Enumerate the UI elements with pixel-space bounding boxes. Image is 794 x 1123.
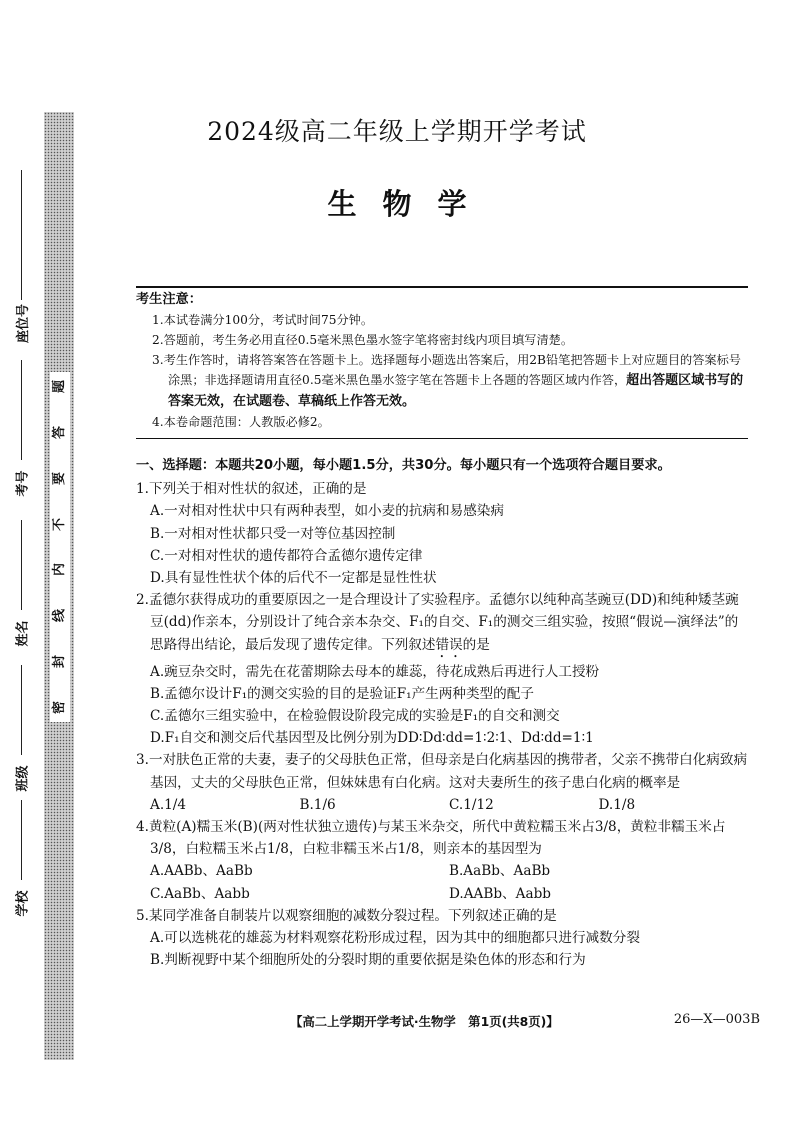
option: A.1/4 <box>150 796 187 813</box>
seal-char: 封 <box>52 655 68 669</box>
option: D.具有显性性状个体的后代不一定都是显性性状 <box>150 570 437 587</box>
emphasis-word: 错误 <box>435 636 463 653</box>
question-stem: 3.一对肤色正常的夫妻，妻子的父母肤色正常，但母亲是白化病基因的携带者，父亲不携带白化病致病基因，丈夫的父母肤色正常，但妹妹患有白化病。这对夫妻所生的孩子患白化病的概率是 <box>136 752 748 791</box>
question-stem <box>136 589 748 660</box>
question-3 <box>136 749 748 816</box>
exam-number-label: 考号 <box>15 470 31 497</box>
option: D.AABb、Aabb <box>449 885 551 902</box>
seal-line-notice <box>50 372 70 722</box>
notice-item: 4.本卷命题范围：人教版必修2。 <box>152 415 330 429</box>
question-5 <box>136 905 748 972</box>
notice-emphasis: 超出答题区域书写的答案无效，在试题卷、草稿纸上作答无效。 <box>168 373 744 409</box>
top-rule <box>136 286 748 288</box>
class-label: 班级 <box>15 765 31 792</box>
seal-char: 不 <box>52 517 68 531</box>
question-stem: 4.黄粒(A)糯玉米(B)(两对性状独立遗传)与某玉米杂交，所代中黄粒糯玉米占3/8，黄粒非糯玉米占3/8，白粒糯玉米占1/8，白粒非糯玉米占1/8，则亲本的基因型为 <box>136 819 726 858</box>
name-label: 姓名 <box>15 620 31 647</box>
seal-char: 密 <box>52 700 68 714</box>
question-1 <box>136 478 748 589</box>
question-2 <box>136 589 748 749</box>
paper-code: 26—X—003B <box>673 1012 760 1027</box>
option: B.AaBb、AaBb <box>449 863 551 880</box>
option-row <box>136 860 748 904</box>
option: D.F₁自交和测交后代基因型及比例分别为DD∶Dd∶dd=1∶2∶1、Dd∶dd=1∶1 <box>150 730 594 747</box>
school-label: 学校 <box>15 890 31 917</box>
candidate-notice <box>136 290 748 432</box>
name-line <box>21 520 22 610</box>
question-stem: 5.某同学准备自制装片以观察细胞的减数分裂过程。下列叙述正确的是 <box>136 907 557 924</box>
option: C.孟德尔三组实验中，在检验假设阶段完成的实验是F₁的自交和测交 <box>150 708 560 725</box>
seat-number-label: 座位号 <box>15 303 31 344</box>
class-line <box>21 665 22 755</box>
question-stem: 1.下列关于相对性状的叙述，正确的是 <box>136 481 367 498</box>
option: C.AaBb、Aabb <box>150 885 250 902</box>
seal-char: 答 <box>52 425 68 439</box>
seal-char: 内 <box>52 563 68 577</box>
option: C.一对相对性状的遗传都符合孟德尔遗传定律 <box>150 547 423 564</box>
option: A.豌豆杂交时，需先在花蕾期除去母本的雄蕊，待花成熟后再进行人工授粉 <box>150 663 600 680</box>
option: B.一对相对性状都只受一对等位基因控制 <box>150 525 396 542</box>
notice-item: 1.本试卷满分100分，考试时间75分钟。 <box>152 313 374 327</box>
question-area <box>136 455 748 971</box>
question-4 <box>136 816 748 905</box>
subject-title: 生物学 <box>327 187 493 221</box>
option: C.1/12 <box>449 796 494 813</box>
option: B.判断视野中某个细胞所处的分裂时期的重要依据是染色体的形态和行为 <box>150 952 586 969</box>
exam-number-field[interactable] <box>2 360 40 497</box>
bottom-rule <box>136 438 748 439</box>
option: D.1/8 <box>598 796 636 813</box>
seal-char: 线 <box>52 609 68 623</box>
section-heading: 一、选择题：本题共20小题，每小题1.5分，共30分。每小题只有一个选项符合题目要求。 <box>136 458 671 473</box>
notice-item-text: 3.考生作答时，请将答案答在答题卡上。选择题每小题选出答案后，用2B铅笔把答题卡上对应题目的答案标号涂黑；非选择题请用直径0.5毫米黑色墨水签字笔在答题卡上各题的答题区域内作答， <box>152 353 741 387</box>
question-stem-text: 2.孟德尔获得成功的重要原因之一是合理设计了实验程序。孟德尔以纯种高茎豌豆(DD)和纯种矮茎豌豆(dd)作亲本，分别设计了纯合亲本杂交、F₁的自交、F₁的测交三组实验，按照“假说—演绎法”的思路得出结论，最后发现了遗传定律。下列叙述 <box>136 592 739 653</box>
school-field[interactable] <box>2 800 40 917</box>
class-field[interactable] <box>2 665 40 792</box>
notice-item <box>136 350 748 412</box>
option: A.一对相对性状中只有两种表型，如小麦的抗病和易感染病 <box>150 503 504 520</box>
option-row <box>136 794 748 816</box>
footer-label: 【高二上学期开学考试·生物学 第1页(共8页)】 <box>290 1014 559 1029</box>
option: A.AABb、AaBb <box>150 863 253 880</box>
exam-title: 2024级高二年级上学期开学考试 <box>207 117 587 146</box>
notice-item: 2.答题前，考生务必用直径0.5毫米黑色墨水签字笔将密封线内项目填写清楚。 <box>152 333 574 347</box>
option: B.孟德尔设计F₁的测交实验的目的是验证F₁产生两种类型的配子 <box>150 685 534 702</box>
notice-heading: 考生注意： <box>136 292 202 307</box>
seal-char: 题 <box>52 379 68 394</box>
question-stem-text: 的是 <box>462 636 490 653</box>
page-footer <box>290 1012 760 1030</box>
seal-char: 要 <box>52 471 68 485</box>
name-field[interactable] <box>2 520 40 647</box>
option: B.1/6 <box>299 796 336 813</box>
exam-number-line <box>21 360 22 460</box>
option: A.可以选桃花的雄蕊为材料观察花粉形成过程，因为其中的细胞都只进行减数分裂 <box>150 930 640 947</box>
school-line <box>21 800 22 880</box>
